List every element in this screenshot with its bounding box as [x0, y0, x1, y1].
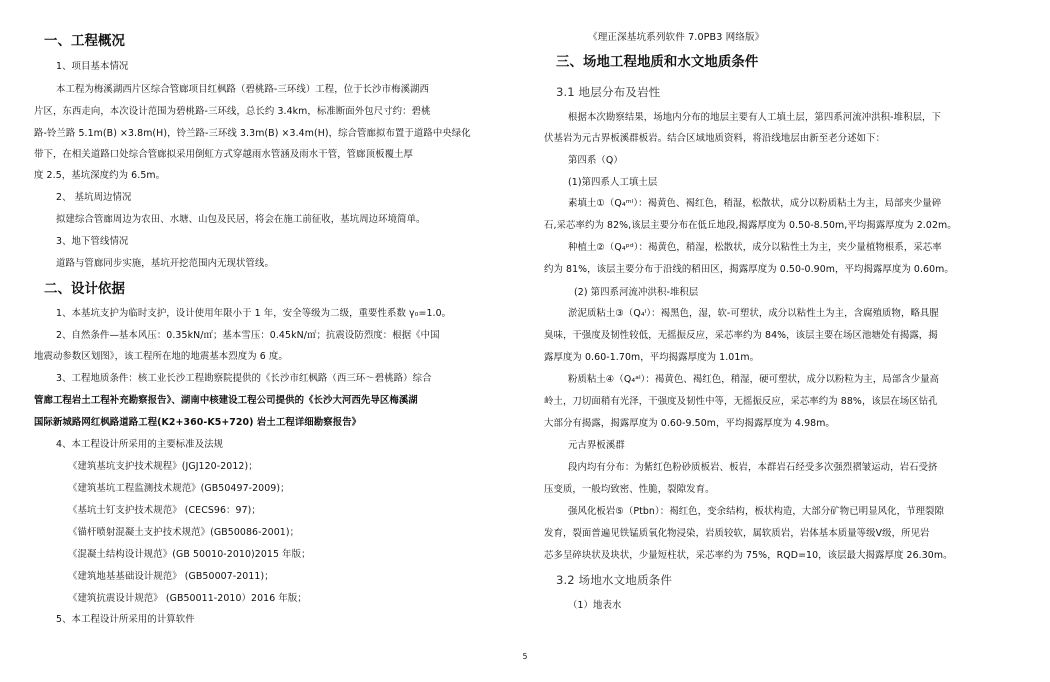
- heading-design-basis: 二、设计依据: [44, 282, 125, 297]
- standard-item: 《基坑土钉支护技术规范》 (CECS96：97)；: [68, 505, 261, 516]
- text-line: 路-铃兰路 5.1m(B) ×3.8m(H)，铃兰路-三环线 3.3m(B) ×3.4m(H)，综合管廊拟布置于道路中央绿化: [34, 128, 471, 139]
- text-line: 2、自然条件—基本风压：0.35kN/㎡；基本雪压：0.45kN/㎡；抗震设防烈度：根据《中国: [56, 330, 440, 341]
- text-line: 大部分有揭露，揭露厚度为 0.60-9.50m，平均揭露厚度为 4.98m。: [544, 418, 835, 429]
- text-line: 本工程为梅溪湖西片区综合管廊项目红枫路（碧桃路-三环线）工程，位于长沙市梅溪湖西: [56, 84, 430, 95]
- text-line-bold: 国际新城路网红枫路道路工程(K2+360-K5+720) 岩土工程详细勘察报告》: [34, 417, 362, 428]
- text-line: 片区，东西走向，本次设计范围为碧桃路-三环线，总长约 3.4km，标准断面外包尺寸约：碧桃: [34, 106, 431, 117]
- subheading-software: 5、本工程设计所采用的计算软件: [56, 614, 195, 625]
- text-line: 拟建综合管廊周边为农田、水塘、山包及民居，将会在施工前征收，基坑周边环境简单。: [56, 214, 426, 225]
- text-line: 种植土②（Q₄ᵖᵈ）：褐黄色，稍湿，松散状，成分以粘性土为主，夹少量植物根系，采芯率: [568, 242, 942, 253]
- text-line: 素填土①（Q₄ᵐˡ）：褐黄色、褐红色，稍湿，松散状，成分以粉质粘土为主，局部夹少量碎: [568, 198, 942, 209]
- heading-project-overview: 一、工程概况: [44, 34, 125, 49]
- text-line: 伏基岩为元古界板溪群板岩。结合区域地质资料，将沿线地层由新至老分述如下：: [544, 133, 886, 144]
- standard-item: 《建筑基坑支护技术规程》(JGJ120-2012)；: [68, 461, 258, 472]
- text-line: 压变质，一般均致密、性脆，裂隙发育。: [544, 484, 715, 495]
- text-line: 粉质粘土④（Q₄ᵃˡ）：褐黄色、褐红色，稍湿，硬可塑状，成分以粉粒为主，局部含少量高: [568, 374, 940, 385]
- software-name: 《理正深基坑系列软件 7.0PB3 网络版》: [588, 32, 765, 43]
- heading-strata: 3.1 地层分布及岩性: [556, 85, 661, 99]
- text-line: 根据本次勘察结果，场地内分布的地层主要有人工填土层，第四系河流冲洪积-堆积层，下: [568, 112, 942, 123]
- standard-item: 《锚杆喷射混凝土支护技术规范》(GB50086-2001)；: [68, 527, 300, 538]
- subheading-standards: 4、本工程设计所采用的主要标准及法规: [56, 439, 224, 450]
- text-line: 3、工程地质条件：核工业长沙工程勘察院提供的《长沙市红枫路（西三环～碧桃路）综合: [56, 373, 432, 384]
- text-line: 地震动参数区划图》，该工程所在地的地震基本烈度为 6 度。: [34, 351, 288, 362]
- text-line: 石,采芯率约为 82%,该层主要分布在低丘地段,揭露厚度为 0.50-8.50m,平均揭露厚度为 2.02m。: [544, 220, 957, 231]
- page-number: 5: [522, 652, 528, 661]
- text-line: 强风化板岩⑤（Ptbn）：褐红色，变余结构，板状构造，大部分矿物已明显风化，节理裂隙: [568, 506, 945, 517]
- text-line: 带下，在相关道路口处综合管廊拟采用倒虹方式穿越雨水管涵及雨水干管，管廊顶板覆土厚: [34, 149, 414, 160]
- standard-item: 《建筑基坑工程监测技术规范》(GB50497-2009)；: [68, 483, 290, 494]
- text-line: 度 2.5，基坑深度约为 6.5m。: [34, 170, 166, 181]
- standard-item: 《建筑抗震设计规范》 (GB50011-2010）2016 年版；: [68, 593, 307, 604]
- text-line: 元古界板溪群: [568, 440, 625, 451]
- text-line: （1）地表水: [568, 600, 622, 611]
- subheading-basic-info: 1、项目基本情况: [56, 61, 129, 72]
- text-line: (1)第四系人工填土层: [568, 177, 658, 188]
- text-line: (2) 第四系河流冲洪积-堆积层: [574, 287, 699, 298]
- heading-geology: 三、场地工程地质和水文地质条件: [556, 55, 759, 70]
- text-line: 发育，裂面普遍见铁锰质氧化物浸染，岩质较软，属软质岩，岩体基本质量等级Ⅴ级，所见岩: [544, 528, 930, 539]
- text-line: 露厚度为 0.60-1.70m，平均揭露厚度为 1.01m。: [544, 352, 760, 363]
- text-line: 1、本基坑支护为临时支护，设计使用年限小于 1 年，安全等级为二级，重要性系数 γ₀=1.0。: [56, 308, 452, 319]
- text-line: 芯多呈碎块状及块状，少量短柱状，采芯率约为 75%，RQD=10，该层最大揭露厚度 26.30m。: [544, 550, 953, 561]
- text-line: 淤泥质粘土③（Q₄ˡ）：褐黑色，湿，软-可塑状，成分以粘性土为主，含腐殖质物，略具腥: [568, 308, 939, 319]
- text-line: 臭味，干强度及韧性较低，无摇振反应，采芯率约为 84%，该层主要在场区池塘处有揭露，揭: [544, 330, 938, 341]
- text-line: 道路与管廊同步实施，基坑开挖范围内无现状管线。: [56, 258, 274, 269]
- text-line: 段内均有分布：为紫红色粉砂质板岩、板岩，本群岩石经受多次强烈褶皱运动，岩石受挤: [568, 462, 938, 473]
- text-line: 约为 81%，该层主要分布于沿线的稻田区，揭露厚度为 0.50-0.90m，平均揭露厚度为 0.60m。: [544, 264, 954, 275]
- standard-item: 《混凝土结构设计规范》(GB 50010-2010)2015 年版；: [68, 549, 311, 560]
- text-line: 岭土，刀切面稍有光泽，干强度及韧性中等，无摇振反应，采芯率约为 88%，该层在场区钻孔: [544, 396, 938, 407]
- standard-item: 《建筑地基基础设计规范》 (GB50007-2011)；: [68, 571, 274, 582]
- subheading-surroundings: 2、 基坑周边情况: [56, 192, 132, 203]
- text-line: 第四系（Q）: [568, 155, 623, 166]
- text-line-bold: 管廊工程岩土工程补充勘察报告》、湖南中核建设工程公司提供的《长沙大河西先导区梅溪湖: [34, 395, 418, 406]
- subheading-pipelines: 3、地下管线情况: [56, 236, 129, 247]
- heading-hydrology: 3.2 场地水文地质条件: [556, 573, 673, 587]
